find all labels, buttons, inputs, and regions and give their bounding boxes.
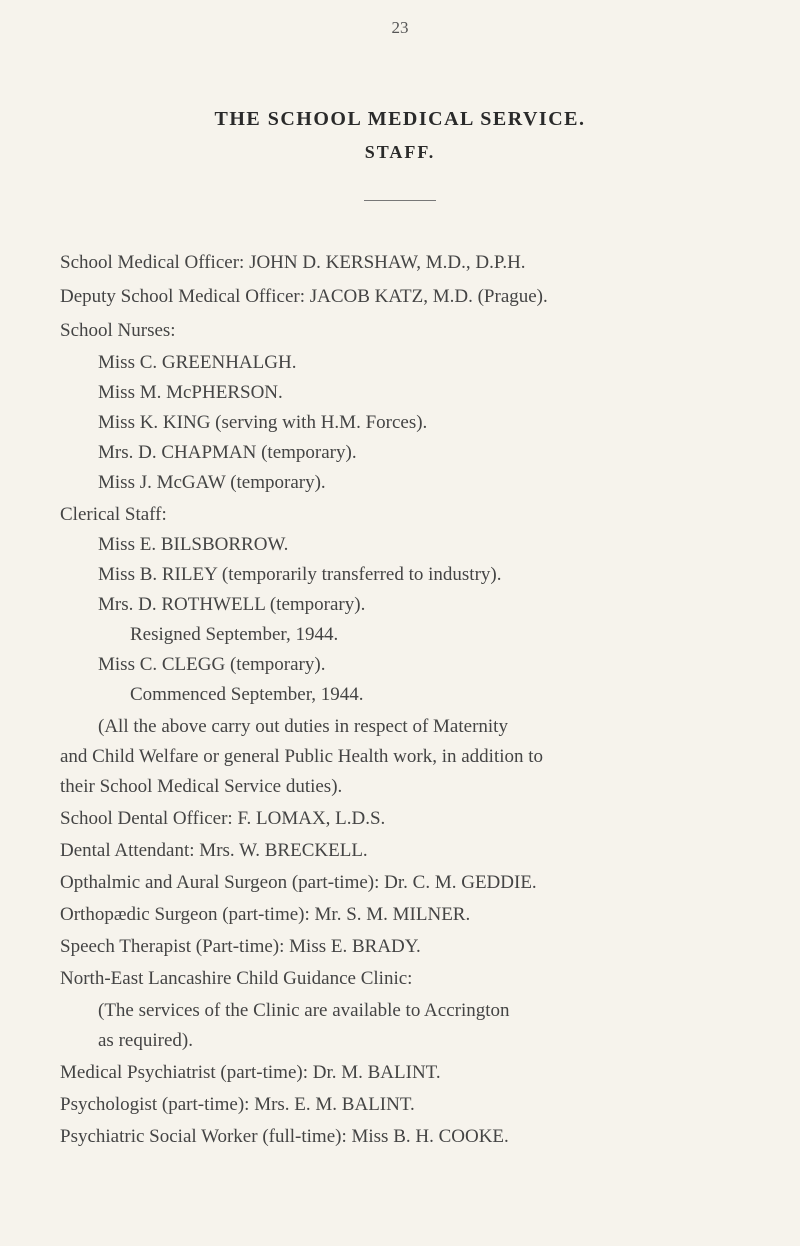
- staff-line: School Nurses:: [60, 320, 176, 341]
- staff-line: Miss K. KING (serving with H.M. Forces).: [98, 412, 428, 433]
- staff-line: Deputy School Medical Officer: JACOB KATZ, M.D. (Prague).: [60, 286, 548, 307]
- page-number: 23: [391, 18, 409, 37]
- staff-line: North-East Lancashire Child Guidance Clinic:: [60, 968, 413, 989]
- staff-line: Orthopædic Surgeon (part-time): Mr. S. M. MILNER.: [60, 904, 471, 925]
- staff-line: Clerical Staff:: [60, 504, 167, 525]
- staff-line: as required).: [98, 1030, 193, 1051]
- staff-line: Psychologist (part-time): Mrs. E. M. BALINT.: [60, 1094, 415, 1115]
- staff-line: Miss J. McGAW (temporary).: [98, 472, 326, 493]
- staff-line: Miss B. RILEY (temporarily transferred to industry).: [98, 564, 502, 585]
- staff-line: School Dental Officer: F. LOMAX, L.D.S.: [60, 808, 386, 829]
- staff-line: Psychiatric Social Worker (full-time): Miss B. H. COOKE.: [60, 1126, 509, 1147]
- staff-line: Miss C. CLEGG (temporary).: [98, 654, 326, 675]
- staff-line: Resigned September, 1944.: [130, 624, 339, 645]
- staff-line: and Child Welfare or general Public Health work, in addition to: [60, 746, 544, 767]
- staff-line: Commenced September, 1944.: [130, 684, 364, 705]
- staff-line: School Medical Officer: JOHN D. KERSHAW, M.D., D.P.H.: [60, 252, 526, 273]
- staff-line: Miss C. GREENHALGH.: [98, 352, 297, 373]
- staff-line: Miss E. BILSBORROW.: [98, 534, 289, 555]
- staff-line: Mrs. D. ROTHWELL (temporary).: [98, 594, 366, 615]
- staff-line: Mrs. D. CHAPMAN (temporary).: [98, 442, 357, 463]
- staff-line: Dental Attendant: Mrs. W. BRECKELL.: [60, 840, 368, 861]
- staff-line: their School Medical Service duties).: [60, 776, 343, 797]
- page-title: THE SCHOOL MEDICAL SERVICE.: [214, 108, 586, 130]
- staff-line: Opthalmic and Aural Surgeon (part-time): Dr. C. M. GEDDIE.: [60, 872, 537, 893]
- staff-line: Medical Psychiatrist (part-time): Dr. M. BALINT.: [60, 1062, 441, 1083]
- title-divider: [364, 200, 436, 201]
- staff-line: Miss M. McPHERSON.: [98, 382, 283, 403]
- staff-line: (The services of the Clinic are available to Accrington: [98, 1000, 510, 1021]
- staff-line: (All the above carry out duties in respect of Maternity: [98, 716, 508, 737]
- page-subtitle: STAFF.: [364, 142, 436, 162]
- staff-line: Speech Therapist (Part-time): Miss E. BRADY.: [60, 936, 421, 957]
